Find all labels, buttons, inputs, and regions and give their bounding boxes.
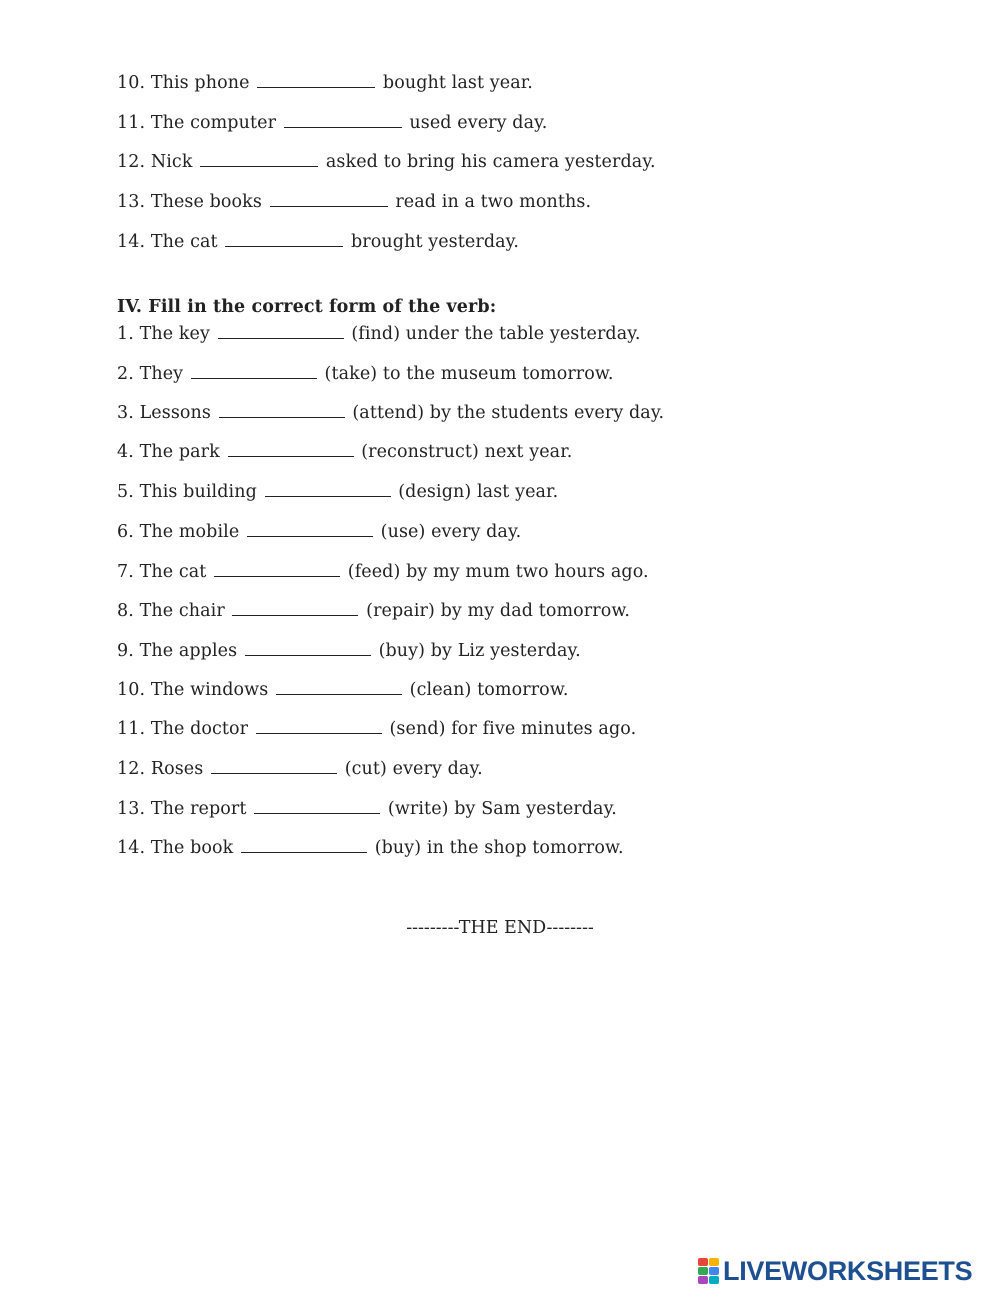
logo-block — [698, 1267, 708, 1275]
logo-block — [709, 1276, 719, 1284]
exercise-item: 7. The cat (feed) by my mum two hours ago. — [117, 562, 649, 582]
answer-blank[interactable] — [214, 561, 340, 577]
answer-blank[interactable] — [219, 402, 345, 418]
answer-blank[interactable] — [270, 191, 388, 207]
exercise-item: 2. They (take) to the museum tomorrow. — [117, 364, 614, 384]
answer-blank[interactable] — [228, 441, 354, 457]
answer-blank[interactable] — [191, 363, 317, 379]
answer-blank[interactable] — [245, 640, 371, 656]
answer-blank[interactable] — [200, 151, 318, 167]
exercise-item: 11. The doctor (send) for five minutes ago. — [117, 719, 637, 739]
exercise-item: 9. The apples (buy) by Liz yesterday. — [117, 641, 581, 661]
logo-mark-icon — [698, 1258, 719, 1284]
section-heading: IV. Fill in the correct form of the verb: — [117, 297, 497, 317]
exercise-item: 5. This building (design) last year. — [117, 482, 559, 502]
exercise-item: 14. The cat brought yesterday. — [117, 232, 519, 252]
answer-blank[interactable] — [241, 837, 367, 853]
end-marker: ---------THE END-------- — [406, 918, 594, 938]
exercise-item: 8. The chair (repair) by my dad tomorrow. — [117, 601, 631, 621]
exercise-item: 11. The computer used every day. — [117, 113, 548, 133]
answer-blank[interactable] — [276, 679, 402, 695]
exercise-item: 12. Roses (cut) every day. — [117, 759, 483, 779]
exercise-item: 3. Lessons (attend) by the students every day. — [117, 403, 665, 423]
exercise-item: 12. Nick asked to bring his camera yesterday. — [117, 152, 656, 172]
answer-blank[interactable] — [254, 798, 380, 814]
logo-block — [709, 1267, 719, 1275]
answer-blank[interactable] — [247, 521, 373, 537]
exercise-item: 10. The windows (clean) tomorrow. — [117, 680, 569, 700]
liveworksheets-logo — [698, 1258, 972, 1284]
answer-blank[interactable] — [232, 600, 358, 616]
exercise-item: 6. The mobile (use) every day. — [117, 522, 522, 542]
logo-block — [698, 1258, 708, 1266]
answer-blank[interactable] — [225, 231, 343, 247]
answer-blank[interactable] — [211, 758, 337, 774]
exercise-item: 13. These books read in a two months. — [117, 192, 592, 212]
logo-text: LIVEWORKSHEETS — [723, 1256, 973, 1286]
logo-block — [709, 1258, 719, 1266]
answer-blank[interactable] — [265, 481, 391, 497]
answer-blank[interactable] — [256, 718, 382, 734]
exercise-item: 10. This phone bought last year. — [117, 73, 533, 93]
exercise-item: 1. The key (find) under the table yesterday. — [117, 324, 641, 344]
logo-block — [698, 1276, 708, 1284]
answer-blank[interactable] — [218, 323, 344, 339]
exercise-item: 13. The report (write) by Sam yesterday. — [117, 799, 617, 819]
answer-blank[interactable] — [284, 112, 402, 128]
exercise-item: 4. The park (reconstruct) next year. — [117, 442, 573, 462]
exercise-item: 14. The book (buy) in the shop tomorrow. — [117, 838, 624, 858]
answer-blank[interactable] — [257, 72, 375, 88]
